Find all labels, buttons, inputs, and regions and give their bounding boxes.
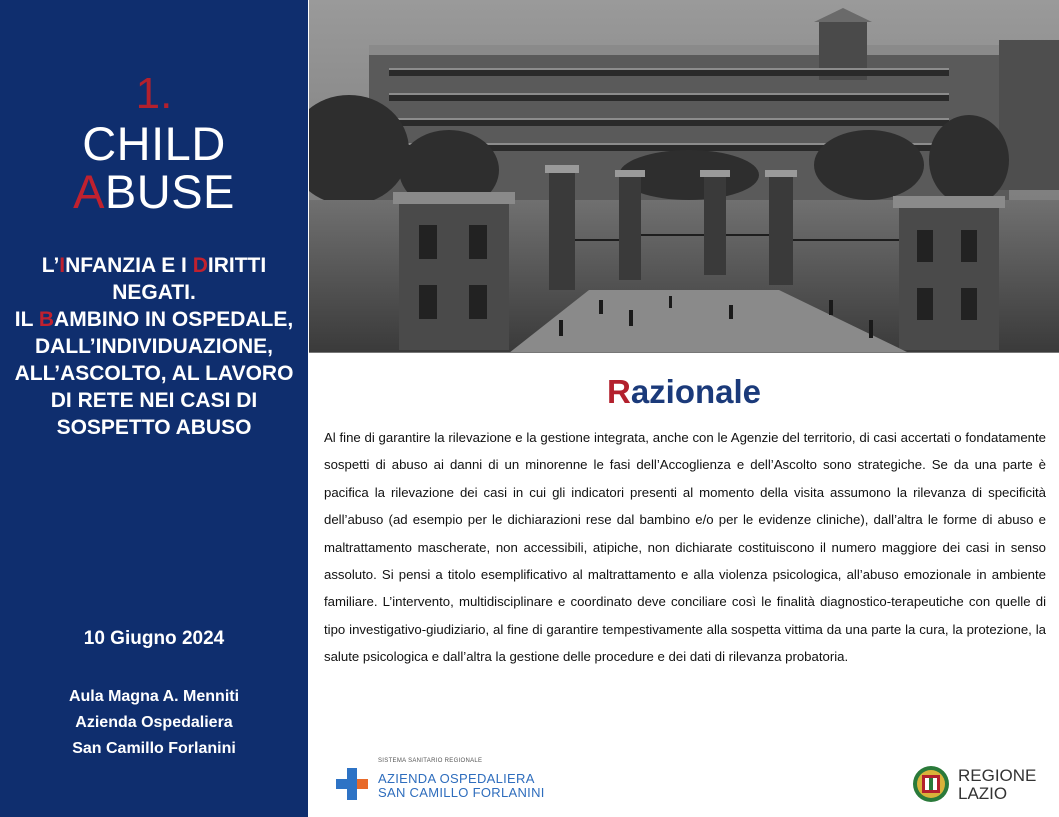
azienda-ospedaliera-logo [336, 758, 596, 802]
subtitle-part: L’ [41, 254, 60, 277]
lazio-crest-icon [912, 764, 950, 804]
rationale-paragraph: Al fine di garantire la rilevazione e la gestione integrata, anche con le Agenzie del territorio, di casi accertati o fondatamente sospetti di abuso ai danni di un minorenne le fasi dell’Accoglienza e dell’Ascolto sono strategiche. Se da una parte è pacifica la rilevazione dei casi in cui gli indicatori presenti al momento della visita assumono la rilevanza di specificità dell’abuso (ad esempio per le dichiarazioni rese dal bambino e/o per le evidenze cliniche), dall’altra le forme di abuso e maltrattamento mascherate, non accessibili, atipiche, non dichiarate costituiscono il numero maggiore dei casi in senso assoluto. Si pensi a titolo esemplificativo al maltrattamento e alla violenza psicologica, all’abuso emozionale in ambiente familiare. L’intervento, multidisciplinare e coordinato deve conciliare così le finalità diagnostico-terapeutiche con quelle di tipo investigativo-giudiziario, al fine di garantire tempestivamente alla sospetta vittima da una parte la cura, la protezione, la salute psicologica e dall’altra la gestione delle procedure e dei dati di rilevanza probatoria. [324, 430, 1046, 665]
subtitle-initial: I [59, 254, 66, 277]
subtitle-part: IL [14, 308, 39, 331]
event-subtitle [6, 252, 302, 441]
lazio-line-1: REGIONE [958, 766, 1037, 785]
regione-lazio-logo [912, 764, 1052, 806]
hospital-photo-illustration [309, 0, 1059, 353]
asl-name-line-1: AZIENDA OSPEDALIERA [378, 771, 535, 786]
section-heading [309, 373, 1059, 411]
lazio-line-2: LAZIO [958, 784, 1008, 803]
asl-name-line-2: SAN CAMILLO FORLANINI [378, 785, 545, 800]
section-number: 1. [135, 69, 173, 118]
venue-line-2: Azienda Ospedaliera [75, 714, 233, 731]
subtitle-part: NFANZIA E I [65, 254, 193, 277]
venue-line-1: Aula Magna A. Menniti [68, 688, 240, 705]
ssr-label: SISTEMA SANITARIO REGIONALE [378, 758, 483, 764]
subtitle-initial: B [38, 308, 55, 331]
heading-rest: azionale [630, 373, 762, 410]
venue-line-3: San Camillo Forlanini [72, 740, 236, 757]
heading-initial: R [606, 373, 631, 410]
event-date: 10 Giugno 2024 [83, 628, 225, 649]
hospital-photo [309, 0, 1059, 353]
subtitle-part: AMBINO IN OSPEDALE, DALL’INDIVIDUAZIONE, ALL’ASCOLTO, AL LAVORO DI RETE NEI CASI DI SOSPETTO ABUSO [14, 308, 294, 439]
title-initial-a: A [73, 165, 105, 218]
title-line-2 [0, 165, 308, 218]
subtitle-part: IRITTI NEGATI. [112, 254, 267, 304]
sidebar-panel [0, 0, 308, 817]
title-line-1: CHILD [82, 117, 226, 170]
cross-accent [357, 779, 368, 789]
medical-cross-icon [336, 768, 368, 800]
title-rest: BUSE [104, 165, 235, 218]
event-venue [0, 684, 308, 762]
subtitle-initial: D [192, 254, 208, 277]
